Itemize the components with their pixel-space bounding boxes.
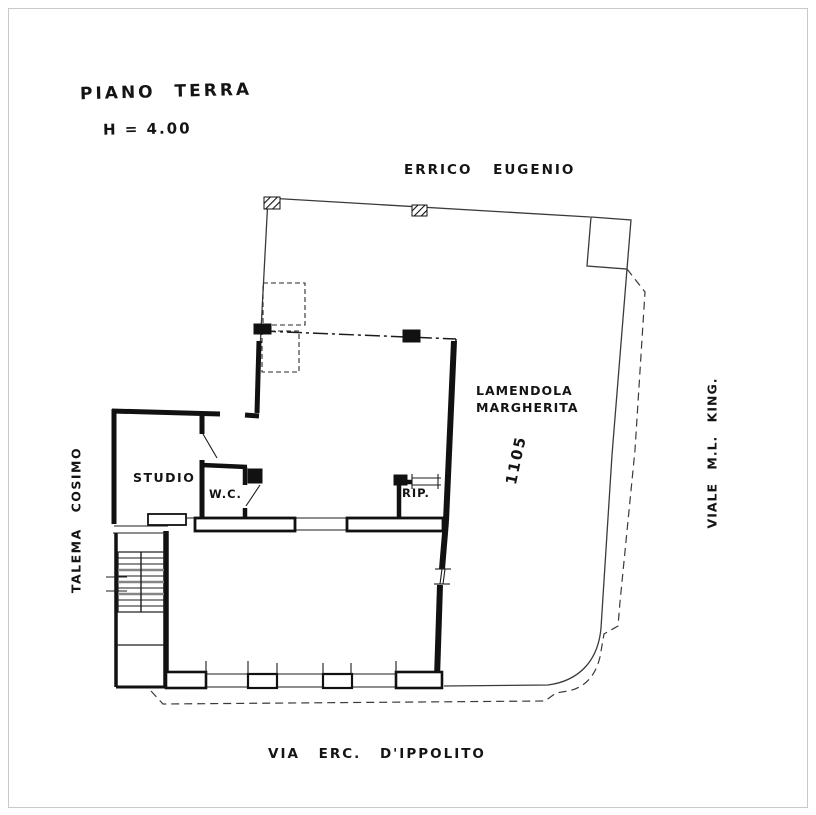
plan-title: PIANO TERRA xyxy=(79,79,253,105)
height-annotation: H = 4.00 xyxy=(102,119,192,139)
room-label-studio: STUDIO xyxy=(133,470,196,485)
street-bottom-label: VIA ERC. D'IPPOLITO xyxy=(268,746,486,762)
neighbor-top-label: ERRICO EUGENIO xyxy=(404,162,576,178)
neighbor-right-name xyxy=(476,382,579,416)
neighbor-right-line1: LAMENDOLA xyxy=(476,383,573,398)
street-right-label: VIALE M.L. KING. xyxy=(704,377,720,529)
bottom-facade xyxy=(166,661,442,688)
neighbor-right-line2: MARGHERITA xyxy=(476,400,579,415)
parcel-number: 1105 xyxy=(502,433,530,487)
room-label-wc: W.C. xyxy=(209,487,242,501)
room-label-rip: RIP. xyxy=(402,486,430,500)
neighbor-left-label: TALEMA COSIMO xyxy=(68,446,84,594)
boundary-markers xyxy=(248,197,427,485)
property-boundary-solid xyxy=(257,198,631,686)
right-wall-window xyxy=(434,569,451,584)
studio-bottom-wall xyxy=(113,526,168,533)
